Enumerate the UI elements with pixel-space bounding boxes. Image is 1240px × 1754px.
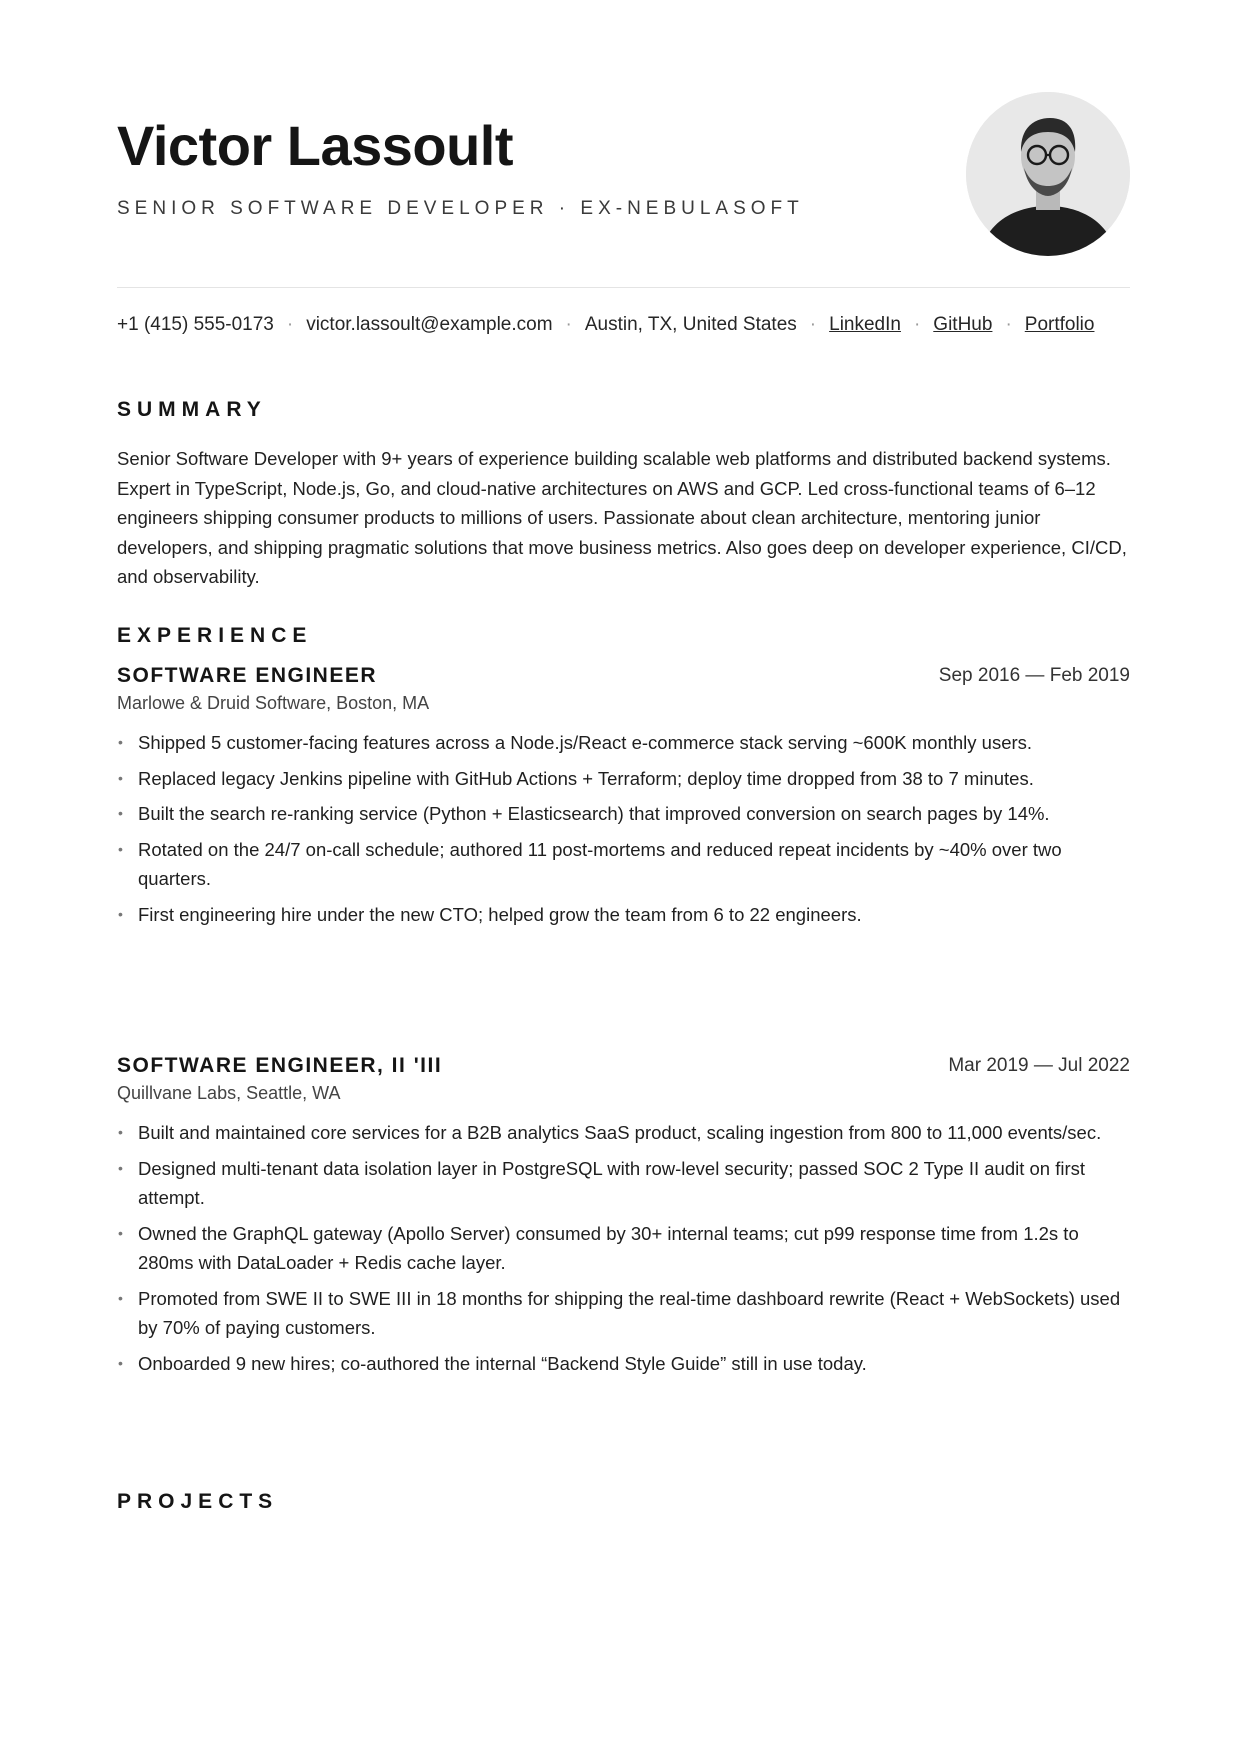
- projects-heading: PROJECTS: [117, 1490, 279, 1513]
- job-title: SOFTWARE ENGINEER, II 'III: [117, 1054, 443, 1077]
- avatar: [966, 92, 1130, 256]
- candidate-name: Victor Lassoult: [117, 114, 514, 177]
- job-dates: Mar 2019 — Jul 2022: [948, 1055, 1130, 1076]
- summary-heading: SUMMARY: [117, 398, 267, 421]
- contact-location: Austin, TX, United States: [584, 314, 797, 335]
- job-bullet: • Shipped 5 customer-facing features across a Node.js/React e-commerce stack serving ~600K monthly users.: [117, 728, 1130, 758]
- contact-separator: ·: [1005, 314, 1012, 335]
- job-bullet: • Replaced legacy Jenkins pipeline with GitHub Actions + Terraform; deploy time dropped from 38 to 7 minutes.: [117, 764, 1130, 794]
- job-bullet: • Promoted from SWE II to SWE III in 18 months for shipping the real-time dashboard rewrite (React + WebSockets) used by 70% of paying customers.: [117, 1284, 1130, 1343]
- contact-separator: ·: [809, 314, 817, 335]
- profile-photo-icon: [966, 92, 1130, 256]
- github-link[interactable]: GitHub: [933, 314, 993, 335]
- job-bullet-list: [117, 728, 1130, 935]
- contact-line: [117, 310, 1130, 340]
- job-bullet: • Onboarded 9 new hires; co-authored the internal “Backend Style Guide” still in use today.: [117, 1349, 1130, 1379]
- experience-heading: EXPERIENCE: [117, 624, 313, 647]
- candidate-headline: SENIOR SOFTWARE DEVELOPER · EX-NEBULASOFT: [117, 198, 804, 219]
- job-title: SOFTWARE ENGINEER: [117, 664, 378, 687]
- job-bullet: • Designed multi-tenant data isolation layer in PostgreSQL with row-level security; passed SOC 2 Type II audit on first attempt.: [117, 1154, 1130, 1213]
- contact-separator: ·: [913, 314, 921, 335]
- job-bullet: • Owned the GraphQL gateway (Apollo Server) consumed by 30+ internal teams; cut p99 response time from 1.2s to 280ms with DataLoader + Redis cache layer.: [117, 1219, 1130, 1278]
- job-bullet-list: [117, 1118, 1130, 1384]
- contact-email: victor.lassoult@example.com: [306, 314, 553, 335]
- job-bullet: • First engineering hire under the new CTO; helped grow the team from 6 to 22 engineers.: [117, 900, 1130, 930]
- job-dates: Sep 2016 — Feb 2019: [938, 665, 1130, 686]
- linkedin-link[interactable]: LinkedIn: [829, 314, 901, 335]
- summary-text: Senior Software Developer with 9+ years of experience building scalable web platforms and distributed backend systems. Expert in TypeScript, Node.js, Go, and cloud-native architectures on AWS and GCP. Led cross-functional teams of 6–12 engineers shipping consumer products to millions of users. Passionate about clean architecture, mentoring junior developers, and shipping pragmatic solutions that move business metrics. Also goes deep on developer experience, CI/CD, and observability.: [117, 448, 1127, 587]
- job-bullet: • Built and maintained core services for a B2B analytics SaaS product, scaling ingestion from 800 to 11,000 events/sec.: [117, 1118, 1130, 1148]
- portfolio-link[interactable]: Portfolio: [1024, 314, 1095, 335]
- resume-header: [117, 114, 1130, 258]
- header-divider: [117, 287, 1130, 288]
- contact-separator: ·: [565, 314, 572, 335]
- contact-phone: +1 (415) 555-0173: [117, 314, 274, 335]
- job-company: Quillvane Labs, Seattle, WA: [117, 1083, 341, 1103]
- job-bullet: • Rotated on the 24/7 on-call schedule; authored 11 post-mortems and reduced repeat incidents by ~40% over two quarters.: [117, 835, 1130, 894]
- job-company: Marlowe & Druid Software, Boston, MA: [117, 693, 430, 713]
- job-bullet: • Built the search re-ranking service (Python + Elasticsearch) that improved conversion on search pages by 14%.: [117, 799, 1130, 829]
- contact-separator: ·: [286, 314, 294, 335]
- resume-page: [117, 0, 1130, 1754]
